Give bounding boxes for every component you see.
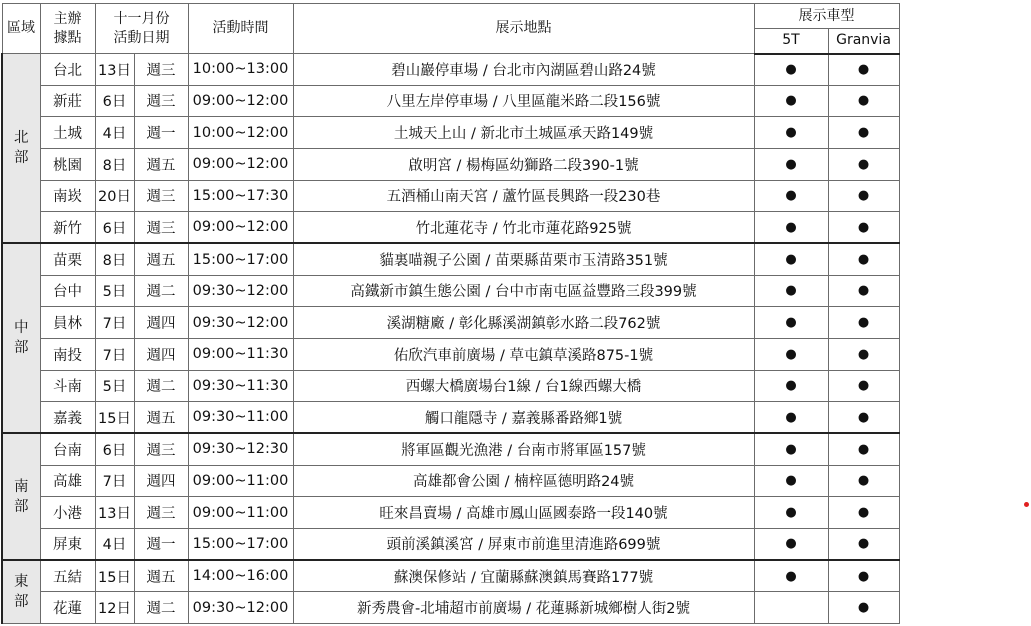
- availability-dot-icon: ●: [857, 283, 870, 299]
- region-label: 中部: [14, 320, 29, 357]
- time-cell: 09:00~12:00: [188, 212, 293, 244]
- site-cell: 台北: [40, 54, 95, 86]
- site-cell: 台中: [40, 275, 95, 307]
- time-cell: 09:00~12:00: [188, 85, 293, 117]
- day-cell: 8日: [95, 148, 134, 180]
- day-cell: 4日: [95, 528, 134, 560]
- model-granvia-cell: [828, 592, 899, 624]
- weekday-cell: 週三: [134, 180, 188, 212]
- availability-dot-icon: ●: [785, 378, 797, 394]
- availability-dot-icon: ●: [785, 156, 797, 172]
- weekday-cell: 週四: [134, 307, 188, 339]
- time-cell: 09:00~11:30: [188, 338, 293, 370]
- table-row: [2, 497, 899, 529]
- model-5t-cell: [754, 54, 828, 86]
- model-5t-cell: [754, 528, 828, 560]
- day-cell: 12日: [95, 592, 134, 624]
- header-model-granvia: Granvia: [828, 29, 899, 54]
- availability-dot-icon: ●: [857, 252, 870, 268]
- location-cell: 西螺大橋廣場台1線 / 台1線西螺大橋: [293, 370, 754, 402]
- table-row: [2, 148, 899, 180]
- time-cell: 15:00~17:00: [188, 528, 293, 560]
- site-cell: 小港: [40, 497, 95, 529]
- availability-dot-icon: ●: [857, 125, 870, 141]
- table-row: [2, 370, 899, 402]
- model-5t-cell: [754, 180, 828, 212]
- availability-dot-icon: ●: [857, 473, 870, 489]
- header-host-line2: 據點: [53, 29, 82, 46]
- model-5t-cell: [754, 560, 828, 592]
- event-schedule-table: [1, 3, 900, 624]
- header-event-time: 活動時間: [188, 4, 293, 54]
- model-5t-cell: [754, 212, 828, 244]
- location-cell: 溪湖糖廠 / 彰化縣溪湖鎮彰水路二段762號: [293, 307, 754, 339]
- model-granvia-cell: [828, 148, 899, 180]
- model-5t-cell: [754, 497, 828, 529]
- day-cell: 5日: [95, 275, 134, 307]
- model-5t-cell: [754, 338, 828, 370]
- availability-dot-icon: ●: [857, 536, 870, 552]
- location-cell: 旺來昌賣場 / 高雄市鳳山區國泰路一段140號: [293, 497, 754, 529]
- header-model-5t: 5T: [754, 29, 828, 54]
- day-cell: 15日: [95, 560, 134, 592]
- weekday-cell: 週五: [134, 560, 188, 592]
- site-cell: 員林: [40, 307, 95, 339]
- weekday-cell: 週四: [134, 465, 188, 497]
- site-cell: 南崁: [40, 180, 95, 212]
- model-granvia-cell: [828, 402, 899, 434]
- site-cell: 土城: [40, 117, 95, 149]
- header-location: 展示地點: [293, 4, 754, 54]
- red-marker-dot: [1024, 502, 1029, 507]
- region-label: 南部: [14, 478, 29, 515]
- weekday-cell: 週三: [134, 497, 188, 529]
- model-granvia-cell: [828, 307, 899, 339]
- table-row: [2, 402, 899, 434]
- model-5t-cell: [754, 402, 828, 434]
- model-5t-cell: [754, 370, 828, 402]
- model-granvia-cell: [828, 433, 899, 465]
- model-granvia-cell: [828, 528, 899, 560]
- day-cell: 13日: [95, 497, 134, 529]
- table-row: [2, 338, 899, 370]
- day-cell: 8日: [95, 243, 134, 275]
- time-cell: 09:30~12:30: [188, 433, 293, 465]
- region-label: 北部: [14, 130, 29, 167]
- weekday-cell: 週三: [134, 433, 188, 465]
- availability-dot-icon: ●: [785, 188, 797, 204]
- availability-dot-icon: ●: [785, 505, 797, 521]
- day-cell: 20日: [95, 180, 134, 212]
- header-display-models: 展示車型: [754, 4, 899, 29]
- weekday-cell: 週五: [134, 243, 188, 275]
- header-host-site: [40, 4, 95, 54]
- table-row: [2, 180, 899, 212]
- site-cell: 屏東: [40, 528, 95, 560]
- location-cell: 土城天上山 / 新北市土城區承天路149號: [293, 117, 754, 149]
- site-cell: 新莊: [40, 85, 95, 117]
- availability-dot-icon: ●: [785, 536, 797, 552]
- site-cell: 桃園: [40, 148, 95, 180]
- model-granvia-cell: [828, 85, 899, 117]
- day-cell: 6日: [95, 433, 134, 465]
- day-cell: 13日: [95, 54, 134, 86]
- weekday-cell: 週一: [134, 117, 188, 149]
- weekday-cell: 週二: [134, 275, 188, 307]
- weekday-cell: 週四: [134, 338, 188, 370]
- availability-dot-icon: ●: [785, 315, 797, 331]
- model-5t-cell: [754, 85, 828, 117]
- availability-dot-icon: ●: [785, 93, 797, 109]
- availability-dot-icon: ●: [857, 188, 870, 204]
- site-cell: 高雄: [40, 465, 95, 497]
- time-cell: 10:00~12:00: [188, 117, 293, 149]
- region-cell: [2, 54, 40, 244]
- location-cell: 五酒桶山南天宮 / 蘆竹區長興路一段230巷: [293, 180, 754, 212]
- table-row: [2, 560, 899, 592]
- model-granvia-cell: [828, 54, 899, 86]
- model-granvia-cell: [828, 212, 899, 244]
- day-cell: 7日: [95, 338, 134, 370]
- location-cell: 高鐵新市鎮生態公園 / 台中市南屯區益豐路三段399號: [293, 275, 754, 307]
- availability-dot-icon: ●: [785, 219, 797, 235]
- table-row: [2, 465, 899, 497]
- model-granvia-cell: [828, 370, 899, 402]
- location-cell: 八里左岸停車場 / 八里區龍米路二段156號: [293, 85, 754, 117]
- time-cell: 09:00~12:00: [188, 148, 293, 180]
- header-region: 區域: [2, 4, 40, 54]
- day-cell: 6日: [95, 212, 134, 244]
- table-row: [2, 275, 899, 307]
- model-5t-cell: [754, 117, 828, 149]
- region-label: 東部: [14, 574, 29, 610]
- availability-dot-icon: ●: [857, 62, 870, 78]
- table-row: [2, 243, 899, 275]
- model-granvia-cell: [828, 180, 899, 212]
- location-cell: 頭前溪鎮溪宮 / 屏東市前進里清進路699號: [293, 528, 754, 560]
- weekday-cell: 週二: [134, 370, 188, 402]
- availability-dot-icon: ●: [857, 409, 870, 425]
- site-cell: 嘉義: [40, 402, 95, 434]
- model-5t-cell: [754, 592, 828, 624]
- time-cell: 10:00~13:00: [188, 54, 293, 86]
- availability-dot-icon: ●: [857, 156, 870, 172]
- availability-dot-icon: ●: [785, 252, 797, 268]
- header-event-date: [95, 4, 188, 54]
- availability-dot-icon: ●: [857, 219, 870, 235]
- table-row: [2, 433, 899, 465]
- table-row: [2, 528, 899, 560]
- time-cell: 09:30~11:00: [188, 402, 293, 434]
- weekday-cell: 週三: [134, 85, 188, 117]
- location-cell: 啟明宮 / 楊梅區幼獅路二段390-1號: [293, 148, 754, 180]
- region-cell: [2, 243, 40, 433]
- model-granvia-cell: [828, 560, 899, 592]
- weekday-cell: 週五: [134, 148, 188, 180]
- location-cell: 貓裏喵親子公園 / 苗栗縣苗栗市玉清路351號: [293, 243, 754, 275]
- site-cell: 南投: [40, 338, 95, 370]
- site-cell: 台南: [40, 433, 95, 465]
- model-granvia-cell: [828, 338, 899, 370]
- weekday-cell: 週三: [134, 212, 188, 244]
- time-cell: 09:30~11:30: [188, 370, 293, 402]
- availability-dot-icon: ●: [857, 441, 870, 457]
- day-cell: 15日: [95, 402, 134, 434]
- availability-dot-icon: ●: [857, 505, 870, 521]
- model-granvia-cell: [828, 243, 899, 275]
- availability-dot-icon: ●: [785, 346, 797, 362]
- weekday-cell: 週一: [134, 528, 188, 560]
- model-5t-cell: [754, 433, 828, 465]
- availability-dot-icon: ●: [785, 409, 797, 425]
- availability-dot-icon: ●: [857, 315, 870, 331]
- time-cell: 09:30~12:00: [188, 307, 293, 339]
- header-date-line1: 十一月份: [113, 10, 170, 27]
- availability-dot-icon: ●: [785, 568, 797, 584]
- availability-dot-icon: ●: [785, 283, 797, 299]
- site-cell: 新竹: [40, 212, 95, 244]
- table-row: [2, 592, 899, 624]
- weekday-cell: 週五: [134, 402, 188, 434]
- site-cell: 斗南: [40, 370, 95, 402]
- region-cell: [2, 560, 40, 624]
- table-row: [2, 117, 899, 149]
- location-cell: 高雄都會公園 / 楠梓區德明路24號: [293, 465, 754, 497]
- model-5t-cell: [754, 148, 828, 180]
- time-cell: 15:00~17:00: [188, 243, 293, 275]
- time-cell: 09:30~12:00: [188, 275, 293, 307]
- availability-dot-icon: ●: [785, 125, 797, 141]
- day-cell: 7日: [95, 307, 134, 339]
- day-cell: 6日: [95, 85, 134, 117]
- model-5t-cell: [754, 307, 828, 339]
- availability-dot-icon: ●: [785, 441, 797, 457]
- model-granvia-cell: [828, 275, 899, 307]
- model-granvia-cell: [828, 497, 899, 529]
- model-5t-cell: [754, 465, 828, 497]
- site-cell: 五結: [40, 560, 95, 592]
- availability-dot-icon: ●: [857, 346, 870, 362]
- location-cell: 觸口龍隱寺 / 嘉義縣番路鄉1號: [293, 402, 754, 434]
- weekday-cell: 週二: [134, 592, 188, 624]
- model-granvia-cell: [828, 465, 899, 497]
- model-5t-cell: [754, 275, 828, 307]
- header-host-line1: 主辦: [53, 10, 82, 27]
- time-cell: 09:00~11:00: [188, 465, 293, 497]
- location-cell: 佑欣汽車前廣場 / 草屯鎮草溪路875-1號: [293, 338, 754, 370]
- location-cell: 竹北蓮花寺 / 竹北市蓮花路925號: [293, 212, 754, 244]
- weekday-cell: 週三: [134, 54, 188, 86]
- table-row: [2, 85, 899, 117]
- model-granvia-cell: [828, 117, 899, 149]
- location-cell: 將軍區觀光漁港 / 台南市將軍區157號: [293, 433, 754, 465]
- time-cell: 09:00~11:00: [188, 497, 293, 529]
- location-cell: 新秀農會-北埔超市前廣場 / 花蓮縣新城鄉樹人街2號: [293, 592, 754, 624]
- table-row: [2, 54, 899, 86]
- day-cell: 4日: [95, 117, 134, 149]
- availability-dot-icon: ●: [785, 62, 797, 78]
- model-5t-cell: [754, 243, 828, 275]
- location-cell: 蘇澳保修站 / 宜蘭縣蘇澳鎮馬賽路177號: [293, 560, 754, 592]
- site-cell: 花蓮: [40, 592, 95, 624]
- availability-dot-icon: ●: [857, 93, 870, 109]
- table-row: [2, 212, 899, 244]
- time-cell: 09:30~12:00: [188, 592, 293, 624]
- availability-dot-icon: ●: [785, 473, 797, 489]
- day-cell: 7日: [95, 465, 134, 497]
- time-cell: 14:00~16:00: [188, 560, 293, 592]
- table-row: [2, 307, 899, 339]
- location-cell: 碧山巖停車場 / 台北市內湖區碧山路24號: [293, 54, 754, 86]
- time-cell: 15:00~17:30: [188, 180, 293, 212]
- region-cell: [2, 433, 40, 560]
- availability-dot-icon: ●: [857, 378, 870, 394]
- day-cell: 5日: [95, 370, 134, 402]
- availability-dot-icon: ●: [857, 600, 870, 616]
- header-date-line2: 活動日期: [113, 29, 170, 46]
- availability-dot-icon: ●: [857, 568, 870, 584]
- site-cell: 苗栗: [40, 243, 95, 275]
